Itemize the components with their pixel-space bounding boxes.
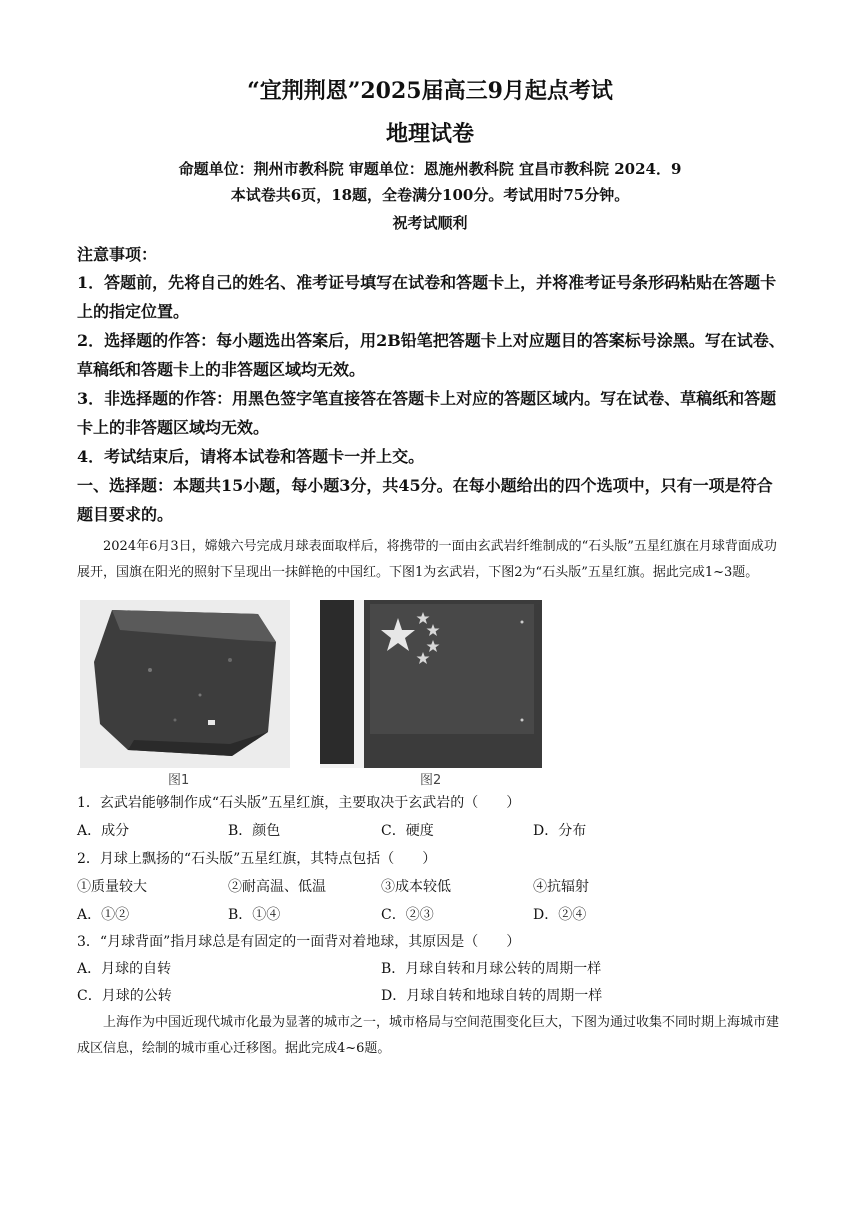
question-3-options-row1 — [77, 955, 787, 983]
option-a[interactable]: A．成分 — [77, 823, 130, 839]
basalt-rock-image — [80, 600, 290, 768]
choice-1: ①质量较大 — [77, 879, 147, 895]
exam-info: 本试卷共6页，18题，全卷满分100分。考试用时75分钟。 — [230, 186, 630, 204]
option-d[interactable]: D．②④ — [533, 907, 587, 923]
authors-line: 命题单位：荆州市教科院 审题单位：恩施州教科院 宜昌市教科院 2024．9 — [178, 160, 682, 178]
option-d[interactable]: D．月球自转和地球自转的周期一样 — [381, 988, 603, 1004]
choice-3: ③成本较低 — [381, 879, 451, 895]
question-3-stem: 3．“月球背面”指月球总是有固定的一面背对着地球，其原因是（ ） — [77, 934, 521, 950]
figure-2-caption: 图2 — [420, 773, 442, 788]
choice-4: ④抗辐射 — [533, 879, 589, 895]
notice-item: 2．选择题的作答：每小题选出答案后，用2B铅笔把答题卡上对应题目的答案标号涂黑。写在试卷、草稿纸和答题卡上的非答题区域均无效。 — [77, 331, 785, 379]
reading-passage: 2024年6月3日，嫦娥六号完成月球表面取样后，将携带的一面由玄武岩纤维制成的“石头版”五星红旗在月球背面成功展开，国旗在阳光的照射下呈现出一抹鲜艳的中国红。下图1为玄武岩，下图2为“石头版”五星红旗。据此完成1~3题。 — [77, 539, 777, 580]
question-2-choices — [77, 873, 787, 901]
exam-title: “宜荆荆恩”2025届高三9月起点考试 — [247, 78, 613, 104]
option-c[interactable]: C．②③ — [381, 907, 434, 923]
notice-item: 1．答题前，先将自己的姓名、准考证号填写在试卷和答题卡上，并将准考证号条形码粘贴在答题卡上的指定位置。 — [77, 273, 777, 321]
stone-flag-image — [320, 600, 542, 768]
option-c[interactable]: C．硬度 — [381, 823, 434, 839]
good-luck: 祝考试顺利 — [392, 214, 468, 232]
question-3-options-row2 — [77, 982, 787, 1010]
notice-item: 4．考试结束后，请将本试卷和答题卡一并上交。 — [77, 447, 425, 466]
figure-1-caption: 图1 — [168, 773, 190, 788]
option-b[interactable]: B．①④ — [228, 907, 281, 923]
notice-item: 3．非选择题的作答：用黑色签字笔直接答在答题卡上对应的答题区域内。写在试卷、草稿纸和答题卡上的非答题区域均无效。 — [77, 389, 777, 437]
option-c[interactable]: C．月球的公转 — [77, 988, 172, 1004]
question-2-stem: 2．月球上飘扬的“石头版”五星红旗，其特点包括（ ） — [77, 851, 437, 867]
option-b[interactable]: B．月球自转和月球公转的周期一样 — [381, 961, 602, 977]
question-1-stem: 1．玄武岩能够制作成“石头版”五星红旗，主要取决于玄武岩的（ ） — [77, 795, 521, 811]
subject-title: 地理试卷 — [385, 121, 474, 147]
option-d[interactable]: D．分布 — [533, 823, 587, 839]
choice-2: ②耐高温、低温 — [228, 879, 326, 895]
reading-passage-2: 上海作为中国近现代城市化最为显著的城市之一，城市格局与空间范围变化巨大，下图为通过收集不同时期上海城市建成区信息，绘制的城市重心迁移图。据此完成4~6题。 — [77, 1015, 780, 1056]
notice-heading: 注意事项： — [77, 245, 158, 264]
option-a[interactable]: A．①② — [77, 907, 130, 923]
question-1-options — [77, 817, 787, 845]
option-b[interactable]: B．颜色 — [228, 823, 281, 839]
option-a[interactable]: A．月球的自转 — [77, 961, 172, 977]
section-heading: 一、选择题：本题共15小题，每小题3分，共45分。在每小题给出的四个选项中，只有一项是符合题目要求的。 — [77, 476, 773, 524]
question-2-options — [77, 901, 787, 929]
